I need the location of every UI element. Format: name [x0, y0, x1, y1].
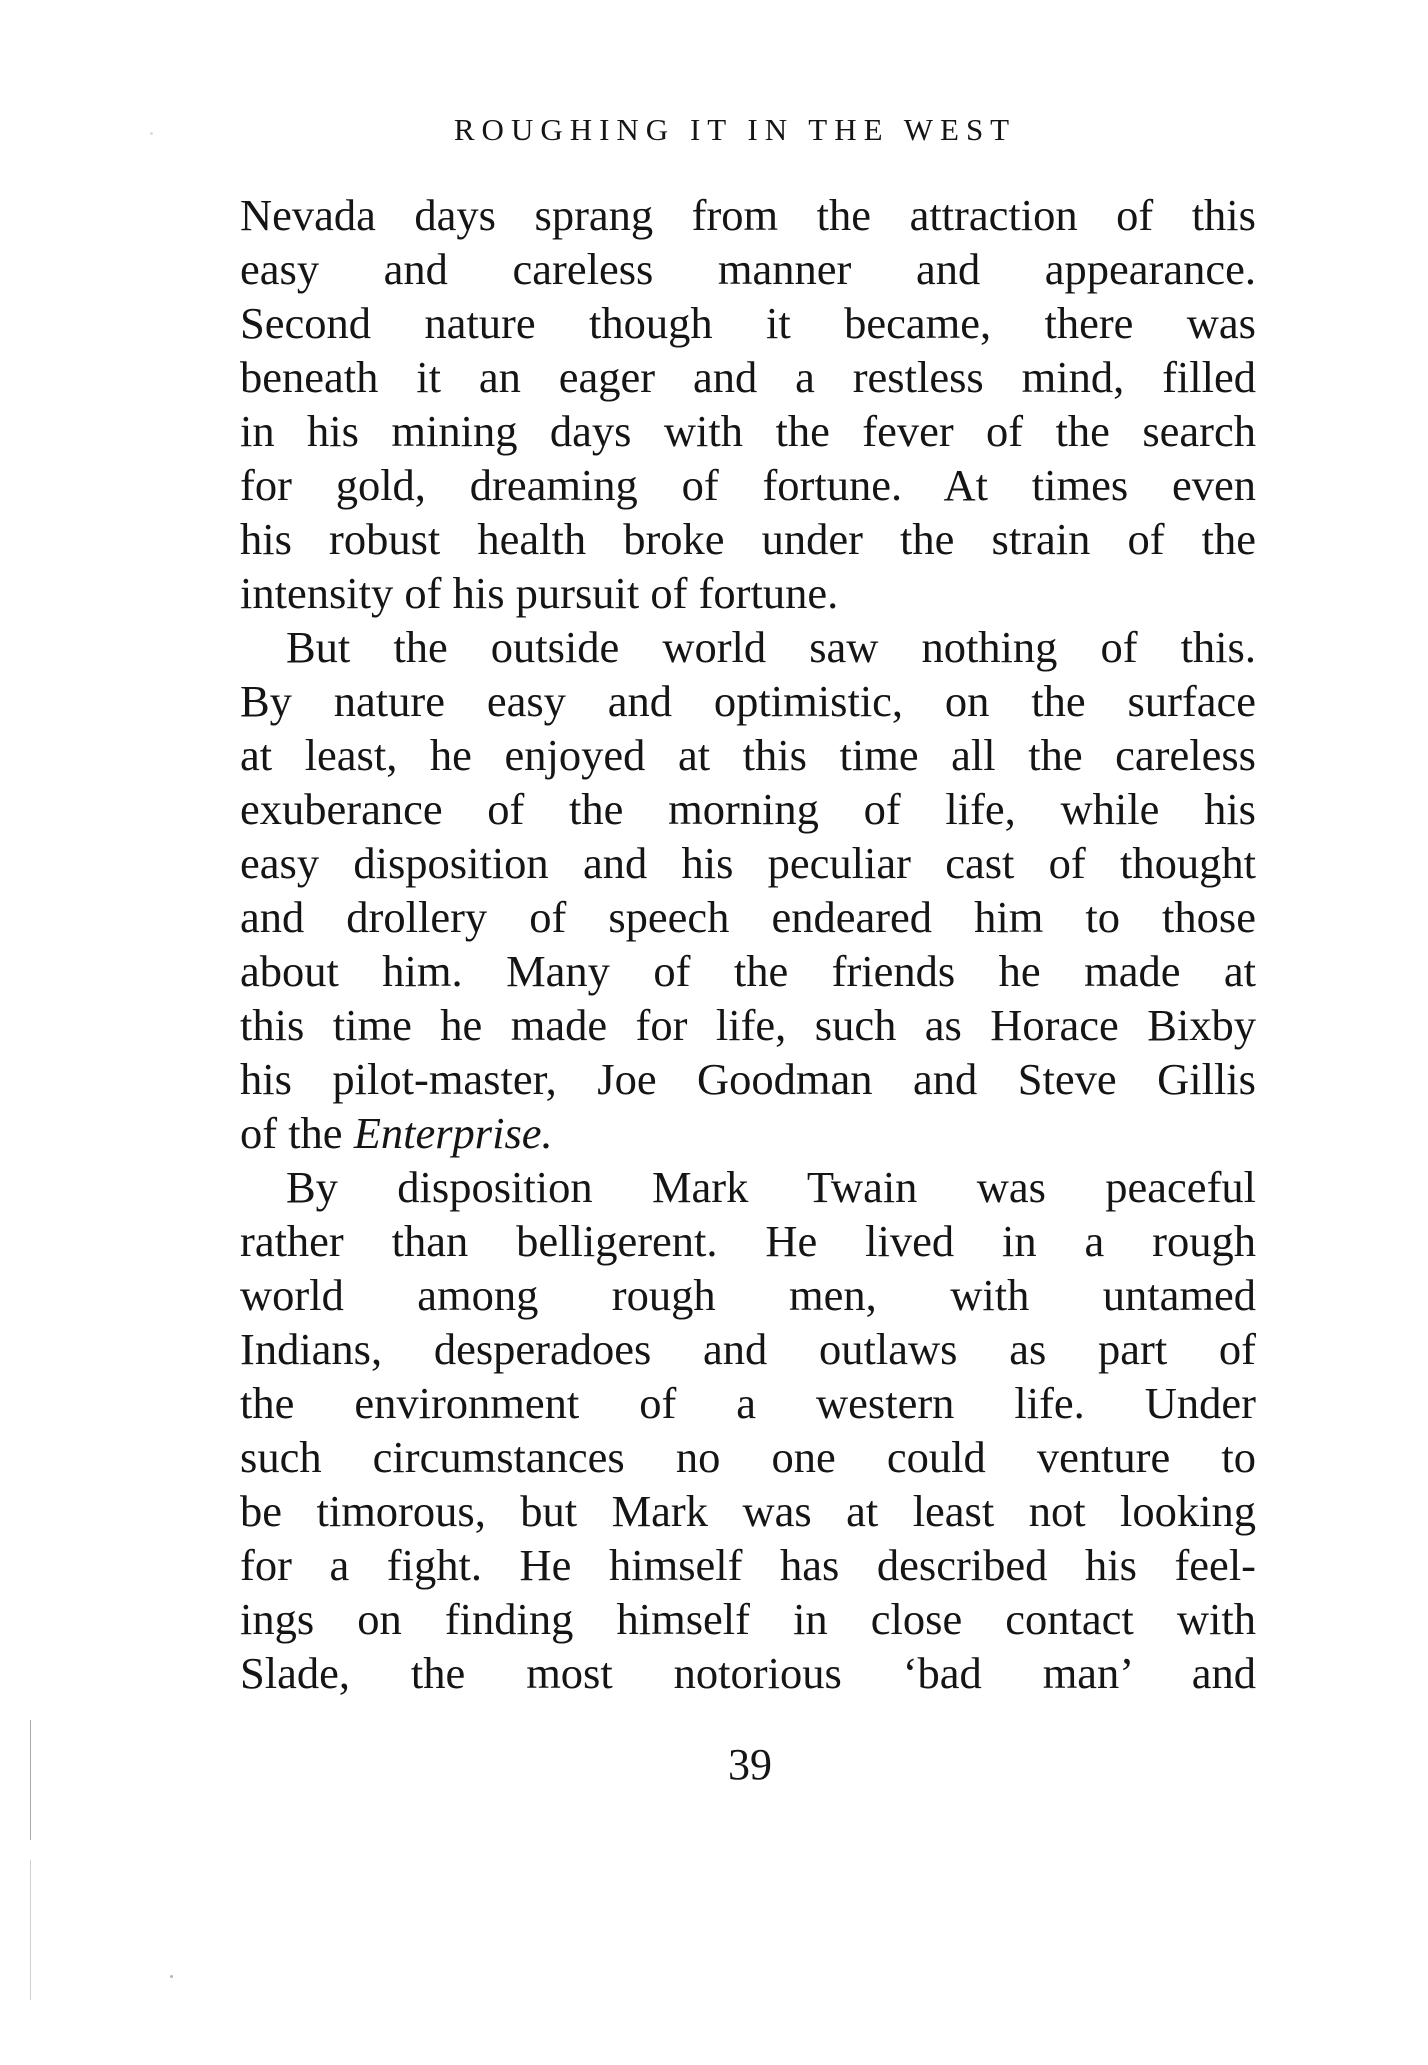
text-line: be timorous, but Mark was at least not looking — [240, 1486, 1256, 1536]
scan-edge-mark — [30, 1860, 31, 2000]
text-line: beneath it an eager and a restless mind, filled — [240, 352, 1256, 402]
text-line: rather than belligerent. He lived in a rough — [240, 1216, 1256, 1266]
text-line: Second nature though it became, there was — [240, 298, 1256, 348]
text-line: this time he made for life, such as Horace Bixby — [240, 1000, 1256, 1050]
text-line: such circumstances no one could venture to — [240, 1432, 1256, 1482]
text-line: By disposition Mark Twain was peaceful — [286, 1162, 1256, 1212]
text-line: By nature easy and optimistic, on the surface — [240, 676, 1256, 726]
text-line: intensity of his pursuit of fortune. — [240, 568, 839, 618]
text-line: easy disposition and his peculiar cast of thought — [240, 838, 1256, 888]
text-line: in his mining days with the fever of the search — [240, 406, 1256, 456]
text-line: Indians, desperadoes and outlaws as part of — [240, 1324, 1256, 1374]
page-number: 39 — [728, 1740, 772, 1789]
text-line: his pilot-master, Joe Goodman and Steve Gillis — [240, 1054, 1256, 1104]
scan-speck — [170, 1975, 173, 1978]
text-line: But the outside world saw nothing of this. — [286, 622, 1256, 672]
text-line: exuberance of the morning of life, while his — [240, 784, 1256, 834]
running-head: ROUGHING IT IN THE WEST — [453, 112, 1017, 147]
text-line: for gold, dreaming of fortune. At times even — [240, 460, 1256, 510]
text-line: and drollery of speech endeared him to those — [240, 892, 1256, 942]
text-line: the environment of a western life. Under — [240, 1378, 1256, 1428]
text-line: easy and careless manner and appearance. — [240, 244, 1256, 294]
scan-speck — [150, 132, 153, 135]
paragraph-1 — [240, 188, 1256, 620]
text-line: about him. Many of the friends he made at — [240, 946, 1256, 996]
text-line: world among rough men, with untamed — [240, 1270, 1256, 1320]
text-line: his robust health broke under the strain of the — [240, 514, 1256, 564]
text-line: Nevada days sprang from the attraction of this — [240, 190, 1256, 240]
scan-edge-mark — [30, 1720, 31, 1840]
text-line: Slade, the most notorious ‘bad man’ and — [240, 1648, 1256, 1698]
italic-title: Enterprise. — [353, 1108, 553, 1158]
text-line: for a fight. He himself has described his feel- — [240, 1540, 1256, 1590]
body-text — [240, 188, 1256, 1700]
text-fragment: of the — [240, 1108, 354, 1158]
paragraph-3 — [240, 1160, 1256, 1700]
text-line — [240, 1106, 1256, 1160]
text-line: ings on finding himself in close contact with — [240, 1594, 1256, 1644]
text-line: at least, he enjoyed at this time all the careless — [240, 730, 1256, 780]
paragraph-2 — [240, 620, 1256, 1160]
